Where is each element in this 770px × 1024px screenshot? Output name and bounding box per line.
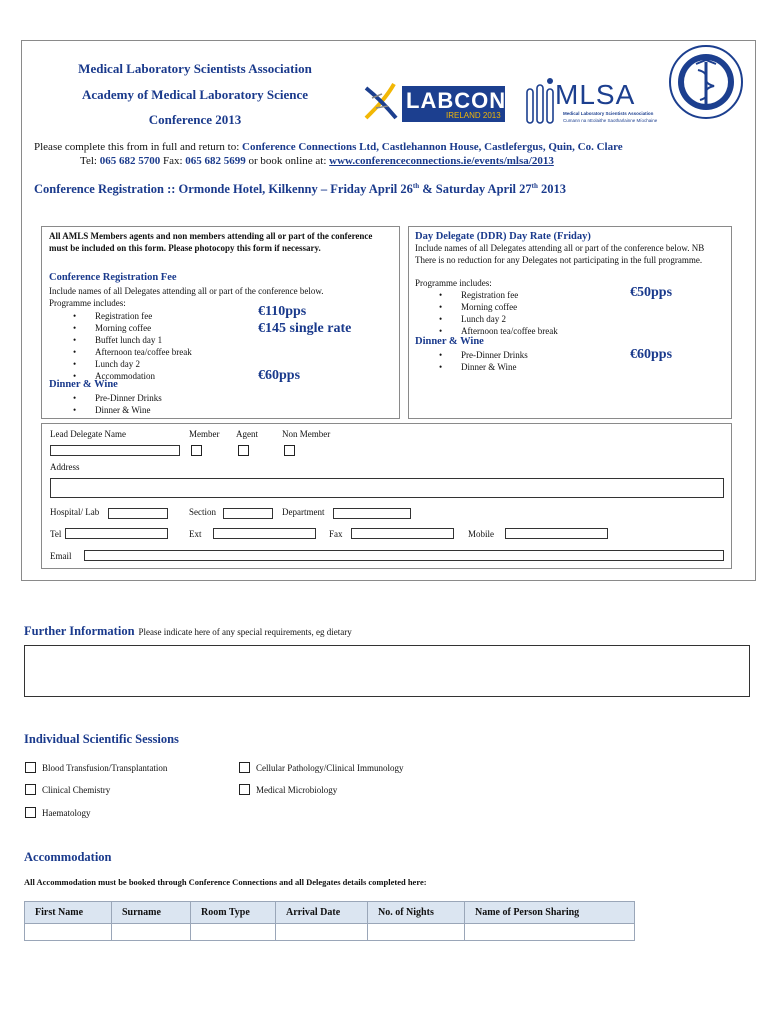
list-item: • Pre-Dinner Drinks — [415, 349, 528, 361]
ddr-description: Include names of all Delegates attending all or part of the conference below. NB There is no reduction for any Delegates not participating in the full programme. — [415, 243, 705, 265]
session-checkbox-haematology[interactable] — [25, 807, 36, 818]
session-checkbox-cellular-pathology[interactable] — [239, 762, 250, 773]
registration-title-part2: & Saturday April 27 — [419, 182, 532, 197]
header-title-1: Medical Laboratory Scientists Association — [78, 61, 312, 76]
mobile-label: Mobile — [468, 529, 494, 539]
list-item: • Afternoon tea/coffee break — [415, 325, 558, 337]
list-item: • Lunch day 2 — [415, 313, 558, 325]
list-item: • Lunch day 2 — [49, 358, 192, 370]
ddr-title: Day Delegate (DDR) Day Rate (Friday) — [415, 231, 591, 242]
members-notice: All AMLS Members agents and non members attending all or part of the conference must be included on this form. Please photocopy this form if necessary. — [49, 231, 373, 253]
header-title-3: Conference 2013 — [148, 112, 242, 127]
left-dinner-price: €60pps — [258, 368, 301, 383]
right-dinner-list — [415, 349, 528, 373]
left-dinner-list — [49, 392, 162, 416]
tel-label: Tel: — [80, 155, 100, 167]
lead-delegate-label: Lead Delegate Name — [50, 429, 126, 439]
column-header: No. of Nights — [368, 902, 465, 924]
member-checkbox[interactable] — [191, 445, 202, 456]
return-prefix: Please complete this from in full and return to: — [34, 141, 243, 153]
surname-cell[interactable] — [112, 924, 191, 941]
table-row — [25, 924, 635, 941]
further-info-title: Further Information — [24, 624, 135, 638]
mlsa-logo-sub2: Cumann na nEolaithe Saotharlainne Míochaine — [563, 118, 658, 123]
further-info-desc: Please indicate here of any special requirements, eg dietary — [138, 627, 352, 637]
fee-items-list — [49, 310, 192, 382]
list-item: • Buffet lunch day 1 — [49, 334, 192, 346]
labcon-logo-text: LABCON — [406, 88, 507, 113]
fee-programme-label: Programme includes: — [49, 298, 126, 308]
column-header: Name of Person Sharing — [465, 902, 635, 924]
section-label: Section — [189, 507, 216, 517]
contact-line — [80, 155, 554, 167]
first-name-cell[interactable] — [25, 924, 112, 941]
person-sharing-cell[interactable] — [465, 924, 635, 941]
list-item: • Dinner & Wine — [415, 361, 528, 373]
list-item: • Morning coffee — [415, 301, 558, 313]
list-item: • Afternoon tea/coffee break — [49, 346, 192, 358]
hospital-lab-input[interactable] — [108, 508, 168, 519]
right-dinner-price: €60pps — [630, 347, 673, 362]
non-member-label: Non Member — [282, 429, 331, 439]
session-label: Cellular Pathology/Clinical Immunology — [256, 763, 404, 773]
ddr-price: €50pps — [630, 285, 673, 300]
section-input[interactable] — [223, 508, 273, 519]
caduceus-seal-icon — [668, 44, 744, 120]
hospital-lab-label: Hospital/ Lab — [50, 507, 100, 517]
return-address: Conference Connections Ltd, Castlehannon House, Castlefergus, Quin, Co. Clare — [242, 141, 623, 153]
right-dinner-title: Dinner & Wine — [415, 336, 484, 347]
session-checkbox-blood-transfusion[interactable] — [25, 762, 36, 773]
email-label: Email — [50, 551, 72, 561]
column-header: Surname — [112, 902, 191, 924]
tel-value: 065 682 5700 — [99, 155, 161, 167]
arrival-date-cell[interactable] — [276, 924, 368, 941]
list-item: • Registration fee — [49, 310, 192, 322]
fee-price-pps: €110pps — [258, 304, 307, 319]
tel-input[interactable] — [65, 528, 168, 539]
fax-input[interactable] — [351, 528, 454, 539]
nights-cell[interactable] — [368, 924, 465, 941]
list-item: • Morning coffee — [49, 322, 192, 334]
fee-price-single: €145 single rate — [258, 321, 352, 336]
fax-value: 065 682 5699 — [185, 155, 246, 167]
labcon-logo — [362, 78, 507, 124]
agent-label: Agent — [236, 429, 258, 439]
department-input[interactable] — [333, 508, 411, 519]
registration-title-part3: 2013 — [537, 182, 567, 197]
header-title-2: Academy of Medical Laboratory Science — [81, 87, 308, 102]
registration-title-sup1: th — [412, 182, 420, 190]
online-text: or book online at: — [245, 155, 330, 167]
tel-field-label: Tel — [50, 529, 62, 539]
ext-label: Ext — [189, 529, 202, 539]
left-dinner-title: Dinner & Wine — [49, 379, 118, 390]
fee-description: Include names of all Delegates attending all or part of the conference below. — [49, 286, 324, 296]
fee-title: Conference Registration Fee — [49, 272, 177, 283]
fax-field-label: Fax — [329, 529, 343, 539]
department-label: Department — [282, 507, 325, 517]
accommodation-title: Accommodation — [24, 850, 112, 864]
booking-url-link[interactable]: www.conferenceconnections.ie/events/mlsa/2013 — [329, 155, 554, 167]
table-header-row — [25, 902, 635, 924]
further-info-heading — [24, 622, 352, 640]
list-item: • Dinner & Wine — [49, 404, 162, 416]
accommodation-note: All Accommodation must be booked through Conference Connections and all Delegates details completed here: — [24, 877, 427, 887]
column-header: Room Type — [191, 902, 276, 924]
ddr-items-list — [415, 289, 558, 337]
list-item: • Registration fee — [415, 289, 558, 301]
room-type-cell[interactable] — [191, 924, 276, 941]
member-label: Member — [189, 429, 220, 439]
return-instructions — [34, 141, 623, 153]
registration-title-part1: Conference Registration :: Ormonde Hotel, Kilkenny – Friday April 26 — [34, 182, 413, 197]
session-label: Clinical Chemistry — [42, 785, 111, 795]
registration-title — [34, 182, 566, 197]
mlsa-logo-sub1: Medical Laboratory Scientists Association — [563, 111, 654, 116]
fax-label: Fax: — [160, 155, 186, 167]
ddr-programme-label: Programme includes: — [415, 278, 492, 288]
session-checkbox-clinical-chemistry[interactable] — [25, 784, 36, 795]
address-label: Address — [50, 462, 80, 472]
mlsa-logo — [523, 77, 658, 127]
session-label: Haematology — [42, 808, 91, 818]
accommodation-table — [24, 901, 635, 941]
further-info-textarea[interactable] — [24, 645, 750, 697]
sessions-title: Individual Scientific Sessions — [24, 732, 179, 746]
session-label: Medical Microbiology — [256, 785, 338, 795]
association-seal — [668, 44, 744, 120]
column-header: Arrival Date — [276, 902, 368, 924]
email-input[interactable] — [84, 550, 724, 561]
ext-input[interactable] — [213, 528, 316, 539]
agent-checkbox[interactable] — [238, 445, 249, 456]
session-checkbox-medical-microbiology[interactable] — [239, 784, 250, 795]
non-member-checkbox[interactable] — [284, 445, 295, 456]
mlsa-logo-text: MLSA — [555, 79, 636, 110]
lead-delegate-input[interactable] — [50, 445, 180, 456]
address-input[interactable] — [50, 478, 724, 498]
session-label: Blood Transfusion/Transplantation — [42, 763, 168, 773]
column-header: First Name — [25, 902, 112, 924]
list-item: • Accommodation — [49, 370, 192, 382]
mobile-input[interactable] — [505, 528, 608, 539]
registration-title-sup2: th — [531, 182, 538, 190]
labcon-logo-sub: IRELAND 2013 — [446, 111, 501, 120]
list-item: • Pre-Dinner Drinks — [49, 392, 162, 404]
